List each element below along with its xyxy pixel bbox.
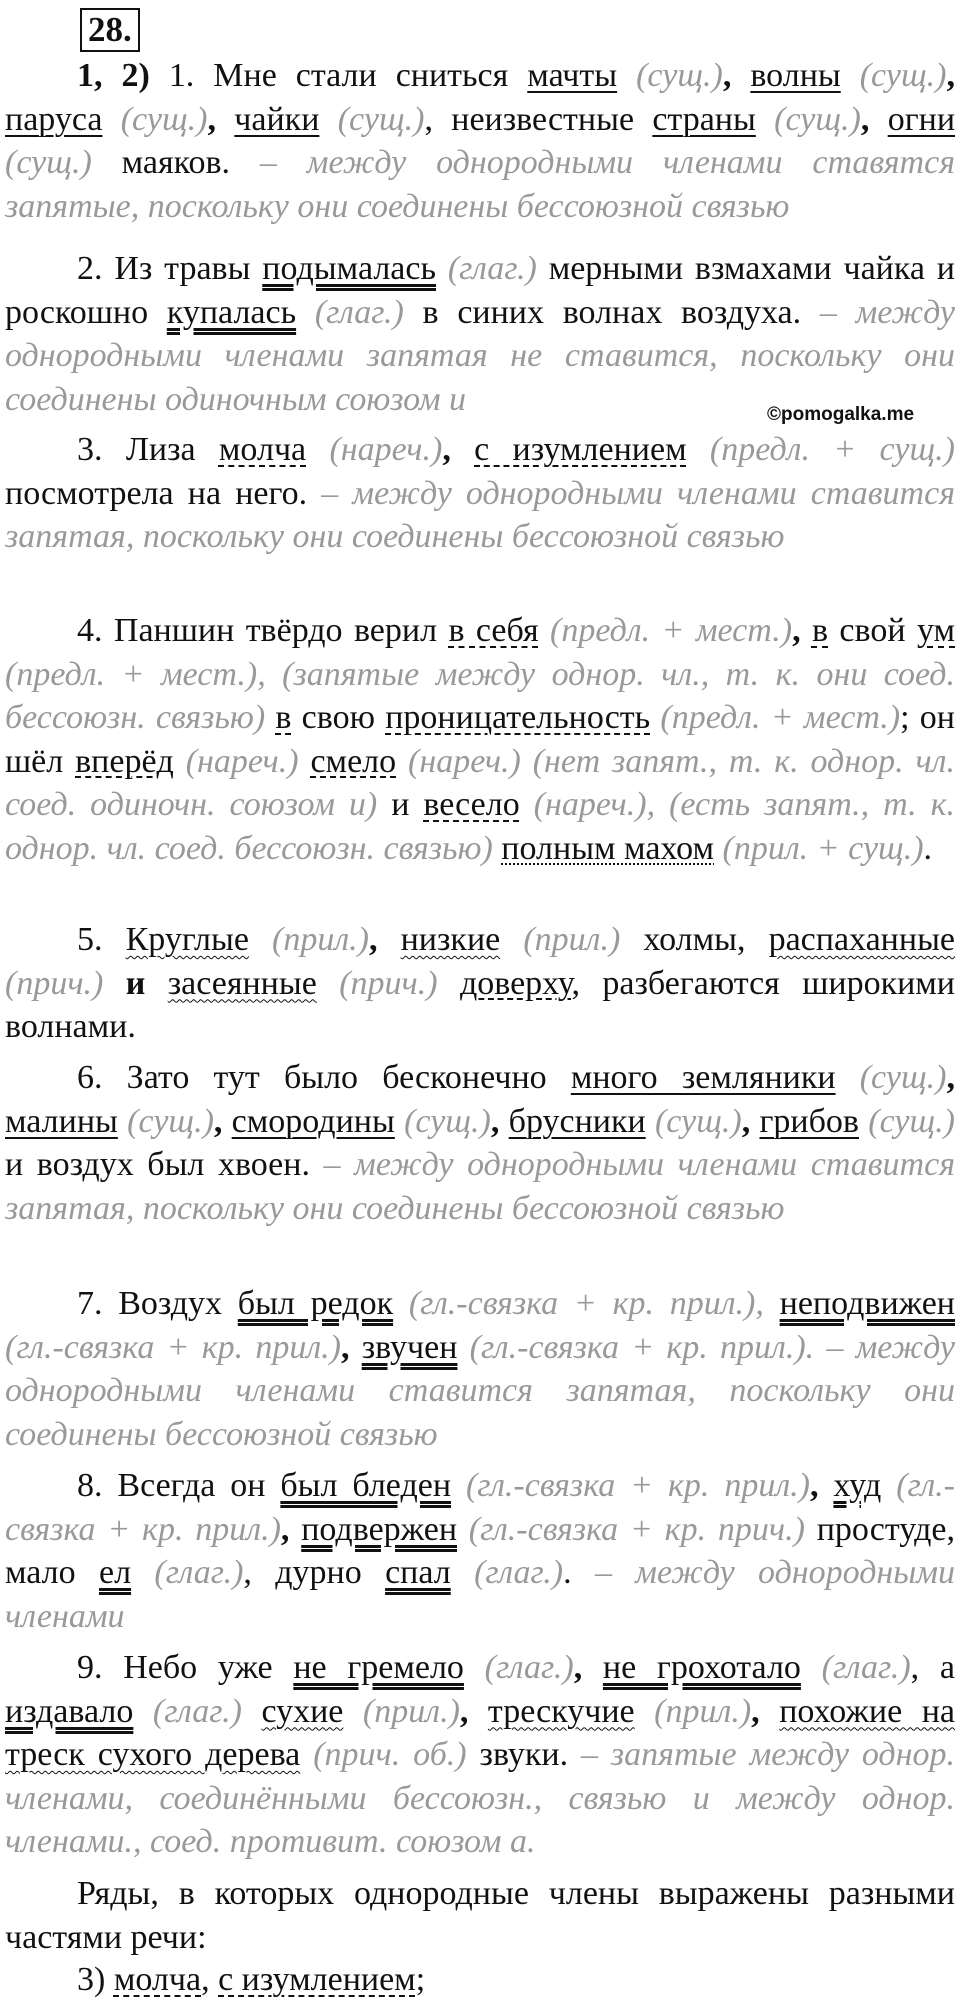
punct: , bbox=[280, 1510, 302, 1548]
text bbox=[265, 699, 275, 736]
text bbox=[103, 965, 125, 1002]
sentence-7 bbox=[5, 1282, 955, 1456]
sentence-1 bbox=[5, 54, 955, 228]
pos-comment: (сущ.) bbox=[319, 100, 425, 138]
sentence-8 bbox=[5, 1464, 955, 1638]
homogeneous-member: был бледен bbox=[280, 1467, 452, 1504]
homogeneous-member: брусники bbox=[508, 1102, 646, 1140]
conjunction: и bbox=[125, 964, 146, 1002]
summary: Ряды, в которых однородные члены выражены разными частями речи: bbox=[5, 1875, 955, 1956]
pos-comment: (предл. + мест.) bbox=[650, 699, 901, 736]
pos-comment: (глаг.) bbox=[800, 1649, 911, 1686]
homogeneous-member: в bbox=[275, 699, 292, 736]
punct: , bbox=[442, 431, 475, 468]
text: и воздух был хвоен. bbox=[5, 1146, 324, 1183]
homogeneous-member: ум bbox=[916, 612, 956, 649]
homogeneous-member: купалась bbox=[166, 293, 297, 331]
watermark: ©pomogalka.me bbox=[767, 404, 915, 425]
homogeneous-member: смородины bbox=[231, 1102, 395, 1140]
homogeneous-member: низкие bbox=[400, 921, 501, 958]
pos-comment: (гл.-связка + кр. прич.) bbox=[457, 1510, 805, 1548]
pos-comment: (глаг.) bbox=[435, 250, 537, 287]
homogeneous-member: вперёд bbox=[75, 742, 174, 780]
text: . bbox=[923, 829, 933, 867]
text: 3) bbox=[77, 1961, 114, 1998]
homogeneous-member: спал bbox=[385, 1554, 451, 1591]
text: 9. Небо уже bbox=[77, 1649, 294, 1686]
punct: , bbox=[810, 1467, 834, 1504]
punct: , bbox=[751, 1692, 780, 1730]
homogeneous-member: грибов bbox=[759, 1102, 859, 1140]
homogeneous-member: подымалась bbox=[262, 250, 436, 287]
text: 5. bbox=[77, 921, 126, 958]
pos-comment: (предл. + сущ.) bbox=[686, 431, 955, 468]
explanation: – между однородными членами запятая не ставится, поскольку они соединены одиночным союзом и bbox=[5, 293, 955, 418]
pos-comment: (прил.) bbox=[500, 921, 621, 958]
homogeneous-member: неподвижен bbox=[779, 1285, 956, 1322]
homogeneous-member: молча bbox=[218, 431, 307, 468]
text: . bbox=[563, 1554, 595, 1591]
pos-comment: (прил. + сущ.) bbox=[714, 829, 924, 867]
homogeneous-member: волны bbox=[750, 57, 841, 94]
text bbox=[145, 965, 167, 1002]
homogeneous-member: чайки bbox=[234, 100, 320, 138]
text: , разбегаются широкими волнами. bbox=[5, 964, 955, 1045]
pos-comment: (сущ.) bbox=[858, 1102, 956, 1140]
pos-comment: (сущ.) bbox=[755, 100, 861, 138]
homogeneous-member: в bbox=[811, 612, 829, 649]
pos-comment: (сущ.) bbox=[835, 1059, 947, 1096]
punct: , bbox=[369, 921, 401, 958]
explanation: – между однородными членами ставится запятая, поскольку они соединены бессоюзной связью bbox=[5, 474, 956, 555]
homogeneous-member: ел bbox=[98, 1554, 132, 1591]
explanation: (нареч.), (есть запят., т. к. однор. чл. соед. бессоюзн. связью) bbox=[5, 786, 955, 867]
homogeneous-member: смело bbox=[310, 742, 397, 780]
homogeneous-member: огни bbox=[887, 100, 956, 138]
sentence-2 bbox=[5, 247, 955, 421]
sentence-5 bbox=[5, 918, 955, 1049]
text: 4. Паншин твёрдо верил bbox=[77, 612, 449, 649]
punct: , bbox=[201, 1961, 219, 1998]
text bbox=[242, 1693, 262, 1730]
pos-comment: (сущ.) bbox=[840, 57, 947, 94]
pos-comment: (гл.-связка + кр. прил.) bbox=[451, 1467, 810, 1504]
text: , а bbox=[910, 1649, 955, 1686]
explanation: – между однородными членами bbox=[5, 1554, 955, 1635]
explanation: – запятые между однор. членами, соединёнными бессоюзн., связью и между однор. членами., соед. противит. союзом а. bbox=[5, 1736, 955, 1860]
pos-comment: (прил.) bbox=[634, 1692, 752, 1730]
pos-comment: (сущ.) bbox=[394, 1102, 491, 1140]
homogeneous-member: не грохотало bbox=[602, 1649, 801, 1686]
text: звуки. bbox=[466, 1736, 581, 1773]
text: и bbox=[377, 786, 424, 823]
homogeneous-member: звучен bbox=[361, 1328, 458, 1366]
answer-line bbox=[5, 1958, 955, 2002]
pos-comment: (глаг.) bbox=[450, 1554, 564, 1591]
sentence-3 bbox=[5, 428, 955, 559]
homogeneous-member: Круглые bbox=[125, 921, 249, 958]
lead: 1, 2) bbox=[77, 57, 150, 94]
explanation: – между однородными членами ставится запятая, поскольку они соединены бессоюзной связью bbox=[5, 1146, 956, 1227]
pos-comment: (глаг.) bbox=[463, 1649, 574, 1686]
pos-comment: (сущ.) bbox=[617, 57, 723, 94]
homogeneous-member: был редок bbox=[237, 1285, 394, 1322]
text: 8. Всегда он bbox=[77, 1467, 281, 1504]
pos-comment: (предл. + мест.) bbox=[5, 655, 258, 693]
homogeneous-member: трескучие bbox=[487, 1692, 635, 1730]
pos-comment: (глаг.) bbox=[296, 293, 404, 331]
pos-comment: (прил.) bbox=[248, 921, 370, 958]
answer-member: молча bbox=[113, 1961, 202, 1998]
text: простуде, мало bbox=[5, 1510, 955, 1591]
pos-comment: (гл.-связка + кр. прил.) bbox=[393, 1285, 756, 1322]
pos-comment: (сущ.) bbox=[102, 100, 208, 138]
homogeneous-member: худ bbox=[833, 1467, 882, 1504]
punct: , bbox=[946, 1059, 955, 1096]
text: , дурно bbox=[243, 1554, 386, 1591]
task-number: 28. bbox=[80, 8, 140, 52]
text: 1. Мне стали сниться bbox=[149, 57, 528, 94]
homogeneous-member: полным махом bbox=[501, 829, 714, 867]
pos-comment: (предл. + мест.) bbox=[538, 612, 793, 649]
text: ; он шёл bbox=[5, 699, 955, 780]
pos-comment: (нареч.) bbox=[306, 431, 443, 468]
text: в синих волнах воздуха. bbox=[403, 293, 820, 331]
homogeneous-member: страны bbox=[652, 100, 756, 138]
answer-member: с изумлением bbox=[218, 1961, 416, 1998]
pos-comment: (сущ.) bbox=[5, 144, 92, 181]
pos-comment: (прич.) bbox=[5, 964, 104, 1002]
pos-comment: (глаг.) bbox=[133, 1692, 242, 1730]
punct: ; bbox=[415, 1961, 426, 1998]
homogeneous-member: не гремело bbox=[293, 1649, 464, 1686]
homogeneous-member: похожие на треск сухого дерева bbox=[5, 1692, 955, 1773]
text: . bbox=[805, 1328, 827, 1366]
punct: , bbox=[340, 1328, 362, 1366]
pos-comment: (прич.) bbox=[316, 964, 438, 1002]
text: маяков. bbox=[91, 144, 260, 181]
homogeneous-member: малины bbox=[5, 1102, 118, 1140]
homogeneous-member: распаханные bbox=[768, 921, 955, 958]
sentence-9 bbox=[5, 1646, 955, 1864]
homogeneous-member: мачты bbox=[527, 57, 618, 94]
homogeneous-member: весело bbox=[423, 786, 520, 823]
homogeneous-member: издавало bbox=[5, 1692, 134, 1730]
homogeneous-member: сухие bbox=[261, 1692, 344, 1730]
text bbox=[438, 965, 460, 1002]
homogeneous-member: засеянные bbox=[167, 964, 317, 1002]
sentence-4 bbox=[5, 609, 955, 870]
pos-comment: (прич. об.) bbox=[300, 1736, 467, 1773]
adverbial: доверху bbox=[459, 964, 572, 1002]
explanation: , (запятые между однор. чл., т. к. они соед. бессоюзн. связью) bbox=[5, 655, 955, 736]
punct: , bbox=[207, 100, 235, 138]
text: 6. Зато тут было бесконечно bbox=[77, 1059, 571, 1096]
punct: , bbox=[792, 612, 812, 649]
text: посмотрела на него. bbox=[5, 474, 322, 512]
text bbox=[299, 743, 311, 780]
pos-comment: (глаг.) bbox=[131, 1554, 244, 1591]
text: , неизвестные bbox=[424, 100, 653, 138]
text: 7. Воздух bbox=[77, 1285, 238, 1322]
pos-comment: (гл.-связка + кр. прил.) bbox=[5, 1328, 341, 1366]
text: мерными взмахами чайка и роскошно bbox=[5, 250, 956, 331]
pos-comment: (прил.) bbox=[343, 1692, 460, 1730]
pos-comment: (гл.-связка + кр. прил.) bbox=[5, 1467, 955, 1548]
punct: , bbox=[490, 1102, 509, 1140]
homogeneous-member: в себя bbox=[448, 612, 539, 649]
homogeneous-member: много земляники bbox=[570, 1059, 836, 1096]
pos-comment: (нареч.) bbox=[173, 742, 299, 780]
punct: , bbox=[755, 1285, 780, 1322]
punct: , bbox=[459, 1692, 488, 1730]
punct: , bbox=[573, 1649, 603, 1686]
pos-comment: (гл.-связка + кр. прил.) bbox=[457, 1328, 806, 1366]
text: 2. Из травы bbox=[77, 250, 263, 287]
punct: , bbox=[860, 100, 888, 138]
explanation: (нареч.) (нет запят., т. к. однор. чл. соед. одиночн. союзом и) bbox=[5, 742, 956, 823]
text: свою bbox=[291, 699, 386, 736]
homogeneous-member: паруса bbox=[5, 100, 103, 138]
explanation: – между однородными членами ставятся запятые, поскольку они соединены бессоюзной связью bbox=[5, 144, 956, 225]
punct: , bbox=[213, 1102, 232, 1140]
explanation: – между однородными членами ставится запятая, поскольку они соединены бессоюзной связью bbox=[5, 1328, 956, 1453]
punct: , bbox=[741, 1102, 760, 1140]
pos-comment: (сущ.) bbox=[117, 1102, 214, 1140]
punct: , bbox=[946, 57, 955, 94]
text: свой bbox=[828, 612, 917, 649]
text bbox=[493, 830, 502, 867]
punct: , bbox=[722, 57, 751, 94]
homogeneous-member: проницательность bbox=[385, 699, 651, 736]
homogeneous-member: подвержен bbox=[301, 1510, 458, 1548]
homogeneous-member: с изумлением bbox=[474, 431, 687, 468]
text: 3. Лиза bbox=[77, 431, 219, 468]
text: холмы, bbox=[620, 921, 769, 958]
pos-comment: (сущ.) bbox=[645, 1102, 742, 1140]
sentence-6 bbox=[5, 1056, 955, 1230]
